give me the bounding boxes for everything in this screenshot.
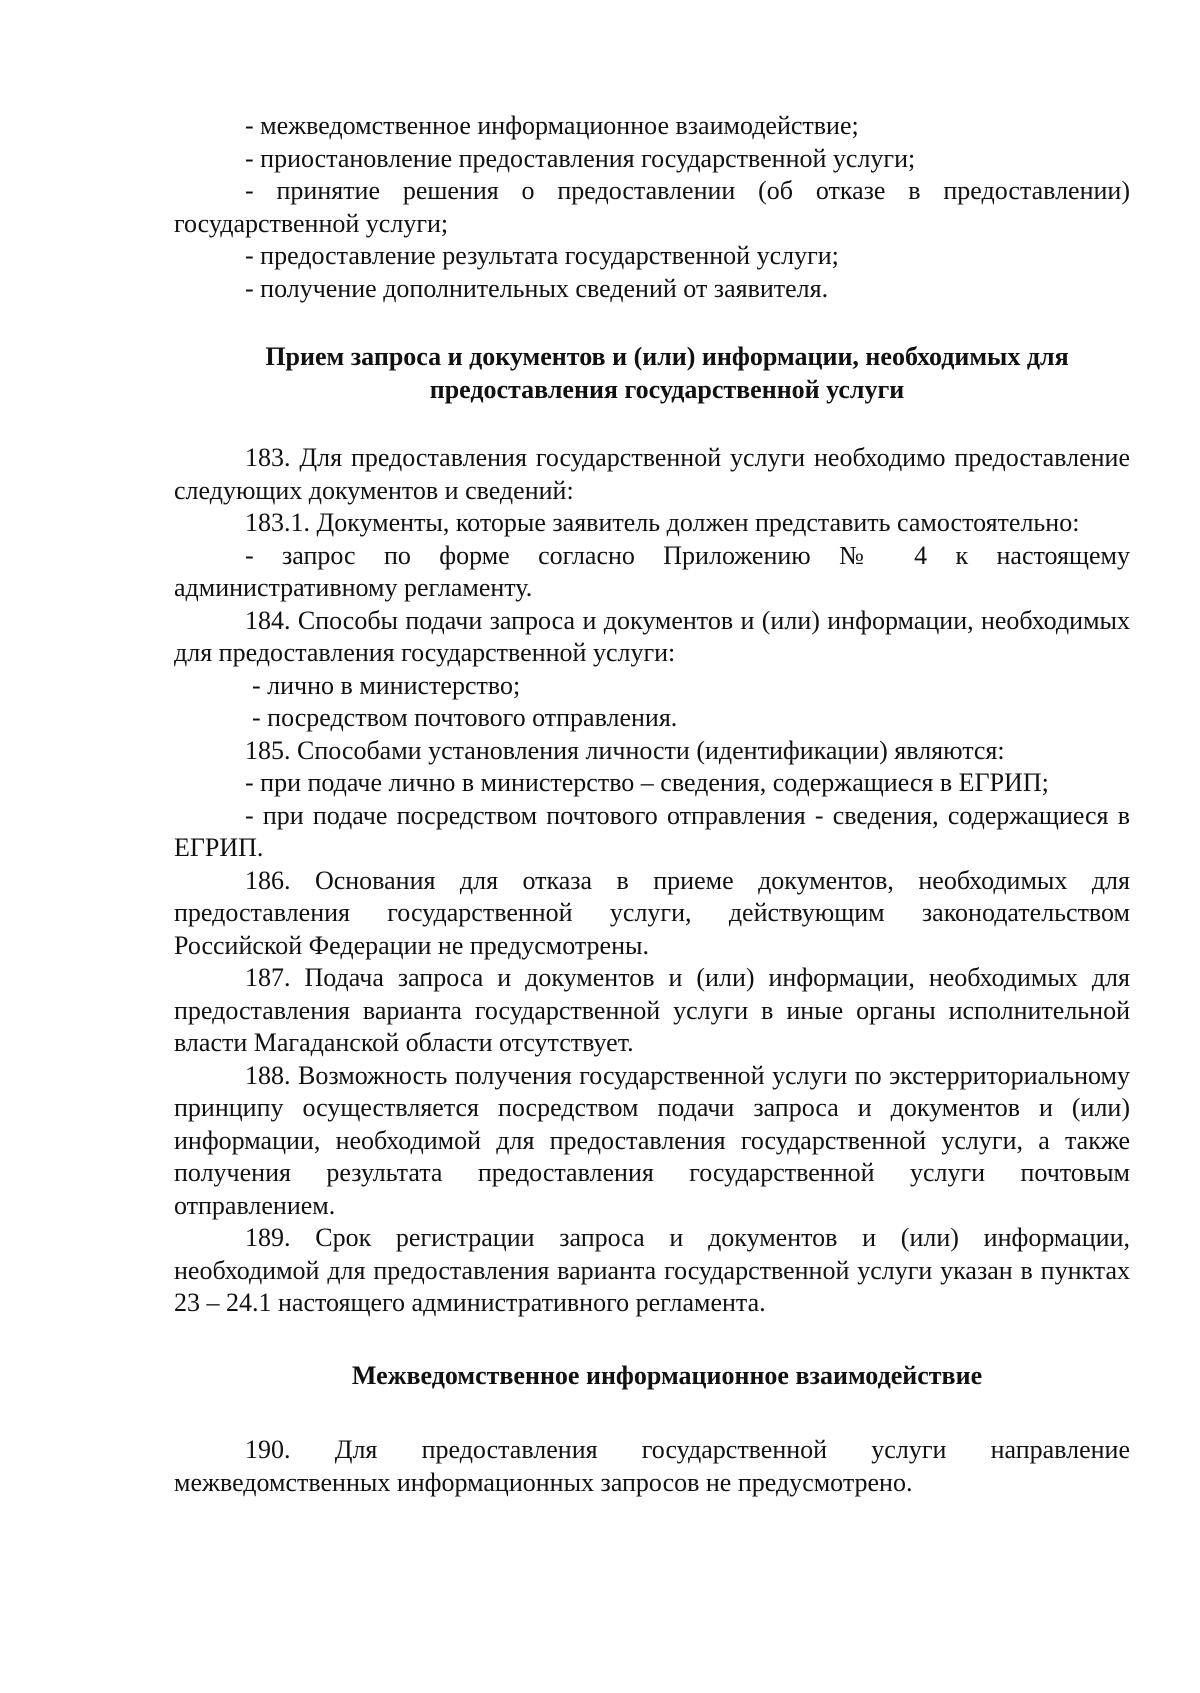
paragraph-184: 184. Способы подачи запроса и документов и (или) информации, необходимых для предоставления государственной услуги: <box>174 605 1130 667</box>
paragraph-189: 189. Срок регистрации запроса и документов и (или) информации, необходимой для предоставления варианта государственной услуги указан в пунктах 23 – 24.1 настоящего административного регламента. <box>174 1223 1130 1317</box>
intro-list <box>174 110 1130 305</box>
section-body-interagency <box>174 1434 1130 1499</box>
paragraph-185: 185. Способами установления личности (идентификации) являются: <box>245 735 1005 765</box>
section-heading-reception <box>174 341 1130 406</box>
list-item: - приостановление предоставления государственной услуги; <box>245 143 916 173</box>
list-item: - при подаче посредством почтового отправления - сведения, содержащиеся в ЕГРИП. <box>174 800 1130 862</box>
section-heading-interagency: Межведомственное информационное взаимодействие <box>351 1360 983 1390</box>
paragraph-183-1: 183.1. Документы, которые заявитель должен представить самостоятельно: <box>245 508 1080 537</box>
list-item: - при подаче лично в министерство – сведения, содержащиеся в ЕГРИП; <box>245 768 1049 797</box>
section-body-reception <box>174 442 1130 1320</box>
section-heading-line: Прием запроса и документов и (или) информации, необходимых для <box>265 342 1069 371</box>
paragraph-187: 187. Подача запроса и документов и (или) информации, необходимых для предоставления варианта государственной услуги в иные органы исполнительной власти Магаданской области отсутствует. <box>174 963 1130 1057</box>
list-item: - получение дополнительных сведений от заявителя. <box>245 273 829 303</box>
list-item: - принятие решения о предоставлении (об отказе в предоставлении) государственной услуги; <box>174 176 1130 238</box>
list-item: - лично в министерство; <box>252 670 521 700</box>
section-heading-line: предоставления государственной услуги <box>429 374 905 404</box>
paragraph-183: 183. Для предоставления государственной услуги необходимо предоставление следующих документов и сведений: <box>174 443 1130 505</box>
paragraph-188: 188. Возможность получения государственной услуги по экстерриториальному принципу осуществляется посредством подачи запроса и документов и (или) информации, необходимой для предоставления государственной услуги, а также получения результата предоставления государственной услуги почтовым отправлением. <box>174 1060 1130 1220</box>
paragraph-186: 186. Основания для отказа в приеме документов, необходимых для предоставления государственной услуги, действующим законодательством Российской Федерации не предусмотрены. <box>174 865 1130 960</box>
paragraph-190: 190. Для предоставления государственной услуги направление межведомственных информационных запросов не предусмотрено. <box>174 1435 1130 1497</box>
list-item: - межведомственное информационное взаимодействие; <box>245 111 859 140</box>
list-item: - посредством почтового отправления. <box>252 703 678 732</box>
paragraph-request-form: - запрос по форме согласно Приложению № 4 к настоящему административному регламенту. <box>174 540 1130 602</box>
list-item: - предоставление результата государственной услуги; <box>245 241 839 270</box>
